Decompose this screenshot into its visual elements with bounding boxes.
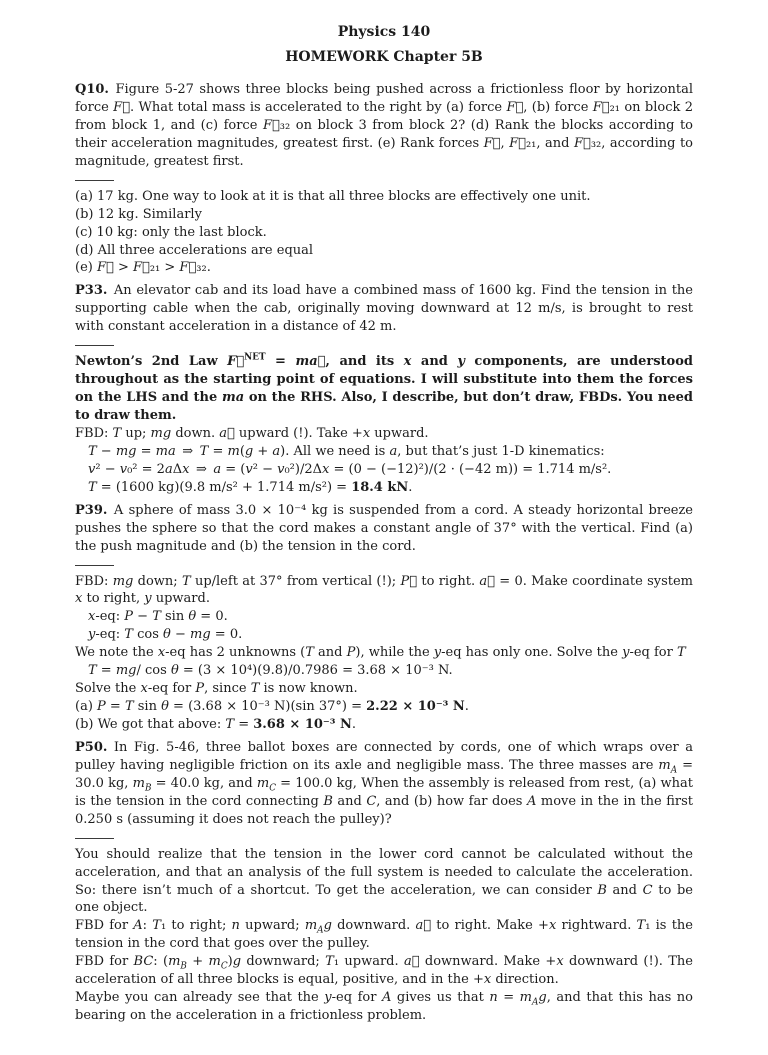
text-run: down; bbox=[133, 573, 182, 589]
text-run: F⃗ bbox=[262, 117, 280, 133]
text-run: sin bbox=[133, 699, 162, 715]
answer-e-q10 bbox=[75, 259, 693, 277]
solution-p39-solve-note bbox=[75, 680, 693, 698]
text-run: T bbox=[112, 425, 122, 441]
text-run: y bbox=[144, 591, 152, 607]
problem-q10 bbox=[75, 81, 693, 171]
answer-value: 2.22 × 10⁻³ N bbox=[366, 699, 465, 715]
text-run: : bbox=[142, 918, 153, 934]
text-run: = 0. bbox=[210, 627, 243, 643]
text-run: F⃗ bbox=[506, 99, 524, 115]
text-run: upward (!). Take + bbox=[234, 425, 363, 441]
text-run: , and that this has no bearing on the acceleration in a frictionless problem. bbox=[75, 990, 693, 1024]
text-run: downward. bbox=[331, 918, 416, 934]
text-run: ) bbox=[227, 954, 233, 970]
text-run: T bbox=[250, 681, 260, 697]
text-run: = ( bbox=[221, 461, 246, 477]
text-run: , but that’s just 1-D kinematics: bbox=[397, 443, 605, 459]
solution-note-newtons-law bbox=[75, 353, 693, 425]
text-run: Solve the bbox=[75, 681, 141, 697]
text-run: ₁ bbox=[645, 918, 651, 934]
text-run: a bbox=[213, 461, 222, 477]
text-run: a bbox=[272, 443, 281, 459]
solution-p33-fbd bbox=[75, 425, 693, 443]
text-run: A sphere of mass 3.0 × 10⁻⁴ kg is suspended from a cord. A steady horizontal breeze pushes the sphere so that the cord makes a constant angle of 37° with the vertical. Find (a) the push magnitude and (b) the tension in the cord. bbox=[75, 502, 693, 554]
text-run: F⃗ bbox=[227, 354, 245, 370]
answer-value: 18.4 kN bbox=[351, 479, 409, 495]
solution-p39-t-eq bbox=[75, 662, 693, 680]
text-run: m bbox=[256, 775, 270, 791]
text-run: A bbox=[133, 918, 143, 934]
problem-label: Q10. bbox=[75, 82, 109, 97]
text-run: y bbox=[457, 354, 465, 370]
text-run: A bbox=[381, 990, 392, 1006]
solution-p39-x-eq bbox=[75, 608, 693, 626]
text-run: T bbox=[636, 918, 646, 934]
text-run: F⃗ bbox=[483, 135, 501, 151]
text-run: F⃗ bbox=[96, 260, 114, 276]
problem-label: P39. bbox=[75, 502, 108, 518]
text-run: downward; bbox=[241, 954, 326, 970]
text-run: B bbox=[180, 961, 187, 972]
text-run: NET bbox=[244, 352, 266, 363]
text-run: . bbox=[464, 699, 469, 715]
text-run: T bbox=[305, 645, 314, 661]
text-run: . bbox=[206, 260, 211, 276]
text-run: ₂₁ bbox=[525, 135, 537, 151]
text-run: components, are understood throughout as the starting point of equations. I will substitute into them the forces on the LHS and the bbox=[75, 354, 693, 406]
text-run: ), while the bbox=[355, 645, 434, 661]
text-run: T bbox=[181, 573, 191, 589]
text-run: T bbox=[88, 663, 97, 679]
text-run: We note the bbox=[75, 645, 158, 661]
section-rule bbox=[75, 180, 114, 181]
text-run: C bbox=[269, 783, 276, 794]
text-run: and bbox=[411, 354, 458, 370]
text-run: up/left at 37° from vertical (!); bbox=[190, 573, 401, 589]
text-run: , since bbox=[204, 681, 251, 697]
answer-d-q10 bbox=[75, 242, 693, 260]
answer-value: 3.68 × 10⁻³ N bbox=[253, 717, 352, 732]
doc-header bbox=[75, 20, 693, 69]
text-run: (b) We got that above: bbox=[75, 717, 226, 732]
text-run: mg bbox=[115, 663, 137, 679]
text-run: ma bbox=[155, 443, 176, 459]
text-run: -eq for bbox=[629, 645, 677, 661]
text-run: (e) bbox=[75, 260, 97, 276]
text-run: ⇒ bbox=[175, 443, 200, 459]
text-run: . bbox=[351, 717, 357, 732]
answer-a-p39 bbox=[75, 698, 693, 716]
text-run: move in the in the first 0.250 s (assuming it does not reach the pulley)? bbox=[75, 793, 693, 827]
text-run: mg bbox=[115, 443, 137, 459]
text-run: θ bbox=[163, 627, 171, 643]
text-run: Maybe you can already see that the bbox=[75, 990, 325, 1006]
text-run: downward. Make + bbox=[419, 954, 557, 970]
text-run: a⃗ bbox=[403, 954, 420, 970]
text-run: , and its bbox=[325, 354, 404, 370]
problem-label: P50. bbox=[75, 739, 108, 755]
text-run: An elevator cab and its load have a combined mass of 1600 kg. Find the tension in the supporting cable when the cab, originally moving downward at 12 m/s, is brought to rest with constant acceleration in a distance of 42 m. bbox=[75, 283, 693, 335]
document-body bbox=[75, 81, 693, 1025]
text-run: C bbox=[642, 882, 653, 898]
text-run: = bbox=[497, 990, 520, 1006]
solution-p50-fbd-a bbox=[75, 917, 693, 953]
text-run: θ bbox=[161, 699, 169, 715]
text-run: x bbox=[322, 461, 330, 477]
text-run: (a) bbox=[75, 699, 98, 715]
text-run: x bbox=[362, 425, 371, 441]
text-run: P bbox=[97, 699, 106, 715]
problem-label: P33. bbox=[75, 283, 108, 299]
text-run: T bbox=[124, 627, 133, 643]
doc-subtitle: HOMEWORK Chapter 5B bbox=[285, 48, 483, 65]
text-run: B bbox=[323, 793, 333, 809]
text-run: on block 3 from block 2? (d) Rank the blocks according to their acceleration magnitudes, greatest first. (e) Rank forces bbox=[75, 117, 693, 151]
text-run: F⃗ bbox=[113, 99, 130, 115]
text-run: C bbox=[220, 961, 228, 972]
text-run: + bbox=[253, 443, 273, 459]
text-run: T bbox=[199, 443, 209, 459]
text-run: + bbox=[186, 954, 209, 970]
solution-p33-eq2 bbox=[75, 461, 693, 479]
text-run: You should realize that the tension in the lower cord cannot be calculated without the acceleration, and that an analysis of the full system is needed to calculate the acceleration. So: there isn’t much of a shortcut. To get the acceleration, we can consider bbox=[75, 846, 693, 898]
text-run: ). All we need is bbox=[280, 443, 390, 459]
text-run: FBD for bbox=[75, 918, 134, 934]
text-run: x bbox=[182, 461, 190, 477]
text-run: to be one object. bbox=[75, 882, 693, 916]
text-run: -eq for bbox=[331, 990, 382, 1006]
text-run: T bbox=[88, 443, 97, 459]
problem-p39 bbox=[75, 502, 693, 556]
text-run: P bbox=[195, 681, 205, 697]
text-run: = 40.0 kg, and bbox=[151, 775, 257, 791]
text-run: to right, bbox=[82, 591, 145, 607]
answer-a-q10 bbox=[75, 188, 693, 206]
text-run: a⃗ bbox=[415, 918, 432, 934]
text-run: ma⃗ bbox=[295, 354, 326, 370]
text-run: and bbox=[606, 882, 643, 898]
answer-b-q10 bbox=[75, 206, 693, 224]
text-run: upward. bbox=[339, 954, 404, 970]
text-run: x bbox=[556, 954, 564, 970]
text-run: . What total mass is accelerated to the right by (a) force bbox=[130, 99, 507, 115]
text-run: y bbox=[622, 645, 630, 661]
text-run: Newton’s 2nd Law bbox=[75, 354, 228, 370]
solution-p39-fbd bbox=[75, 573, 693, 609]
solution-p39-note bbox=[75, 644, 693, 662]
answer-b-p39 bbox=[75, 716, 693, 734]
text-run: = bbox=[136, 443, 156, 459]
text-run: = (3 × 10⁴)(9.8)/0.7986 = 3.68 × 10⁻³ N. bbox=[178, 663, 453, 679]
text-run: and bbox=[332, 793, 367, 809]
text-run: x bbox=[157, 645, 166, 661]
text-run: n bbox=[231, 918, 240, 934]
section-rule bbox=[75, 565, 114, 566]
text-run: mg bbox=[190, 627, 211, 643]
text-run: y bbox=[88, 627, 96, 643]
text-run: In Fig. 5-46, three ballot boxes are connected by cords, one of which wraps over a pulley having negligible friction on its axle and negligible mass. The three masses are bbox=[75, 739, 693, 773]
text-run: g bbox=[232, 954, 242, 970]
text-run: m bbox=[519, 990, 532, 1006]
text-run: ₃₂ bbox=[196, 260, 207, 276]
text-run: v bbox=[119, 461, 128, 477]
text-run: F⃗ bbox=[132, 260, 150, 276]
text-run: upward; bbox=[239, 918, 305, 934]
section-rule bbox=[75, 345, 114, 346]
text-run: to right; bbox=[166, 918, 232, 934]
text-run: = bbox=[208, 443, 228, 459]
text-run: − bbox=[170, 627, 190, 643]
text-run: -eq for bbox=[147, 681, 196, 697]
text-run: T bbox=[225, 717, 235, 732]
text-run: A bbox=[317, 925, 324, 936]
text-run: θ bbox=[188, 609, 197, 625]
text-run: to right. bbox=[417, 573, 480, 589]
text-run: g bbox=[244, 443, 254, 459]
text-run: on the RHS. Also, I describe, but don’t draw, FBDs. You need to draw them. bbox=[75, 390, 693, 423]
text-run: ₂₁ bbox=[609, 99, 621, 115]
text-run: y bbox=[433, 645, 442, 661]
text-run: sin bbox=[160, 609, 189, 625]
text-run: FBD: bbox=[75, 425, 113, 441]
text-run: = bbox=[105, 699, 125, 715]
text-run: m bbox=[168, 954, 181, 970]
text-run: T bbox=[88, 479, 97, 495]
text-run: upward. bbox=[370, 425, 429, 441]
text-run: ₀²)/2Δ bbox=[284, 461, 322, 477]
answer-c-q10 bbox=[75, 224, 693, 242]
text-run: T bbox=[152, 609, 161, 625]
text-run: θ bbox=[170, 663, 179, 679]
text-run: ₁ bbox=[333, 954, 340, 970]
text-run: : ( bbox=[153, 954, 169, 970]
text-run: ² − bbox=[95, 461, 120, 477]
doc-title: Physics 140 bbox=[337, 24, 431, 40]
text-run: = bbox=[265, 354, 296, 370]
text-run: a bbox=[389, 443, 398, 459]
text-run: on block 2 from block 1, and (c) force bbox=[75, 99, 693, 133]
text-run: = (3.68 × 10⁻³ N)(sin 37°) = bbox=[168, 699, 367, 715]
text-run: T bbox=[325, 954, 334, 970]
solution-p33-eq1 bbox=[75, 443, 693, 461]
text-run: up; bbox=[121, 425, 151, 441]
section-rule bbox=[75, 838, 114, 839]
text-run: to right. Make + bbox=[431, 918, 549, 934]
text-run: F⃗ bbox=[509, 135, 526, 151]
text-run: (b) 12 kg. Similarly bbox=[75, 206, 202, 222]
text-run: g bbox=[323, 918, 332, 934]
text-run: mg bbox=[150, 425, 172, 441]
text-run: gives us that bbox=[391, 990, 490, 1006]
text-run: x bbox=[75, 591, 83, 607]
text-run: T bbox=[124, 699, 134, 715]
text-run: x bbox=[88, 609, 96, 625]
text-run: a⃗ bbox=[219, 425, 235, 441]
text-run: m bbox=[227, 443, 240, 459]
text-run: . bbox=[408, 479, 413, 495]
text-run: -eq: bbox=[95, 609, 125, 625]
solution-p33-answer bbox=[75, 479, 693, 497]
text-run: mg bbox=[112, 573, 134, 589]
text-run: rightward. bbox=[556, 918, 637, 934]
text-run: = 0. bbox=[196, 609, 228, 625]
text-run: > bbox=[113, 260, 133, 276]
text-run: , bbox=[500, 135, 510, 151]
text-run: -eq has only one. Solve the bbox=[441, 645, 623, 661]
text-run: , (b) force bbox=[523, 99, 593, 115]
solution-p39-y-eq bbox=[75, 626, 693, 644]
text-run: B bbox=[144, 783, 152, 794]
text-run: (d) All three accelerations are equal bbox=[75, 242, 314, 258]
text-run: (c) 10 kg: only the last block. bbox=[75, 224, 267, 240]
text-run: m bbox=[208, 954, 221, 970]
text-run: a⃗ bbox=[479, 573, 495, 589]
text-run: upward. bbox=[151, 591, 210, 607]
text-run: FBD: bbox=[75, 573, 113, 589]
text-run: P⃗ bbox=[400, 573, 418, 589]
text-run: v bbox=[277, 461, 285, 477]
text-run: a bbox=[164, 461, 173, 477]
text-run: ₃₂ bbox=[279, 117, 291, 133]
text-run: ⇒ bbox=[189, 461, 214, 477]
text-run: F⃗ bbox=[179, 260, 197, 276]
text-run: down. bbox=[171, 425, 220, 441]
text-run: C bbox=[366, 793, 377, 809]
text-run: = (1600 kg)(9.8 m/s² + 1.714 m/s²) = bbox=[96, 479, 352, 495]
text-run: m bbox=[658, 757, 671, 773]
text-run: direction. bbox=[491, 972, 559, 988]
text-run: is now known. bbox=[259, 681, 358, 697]
text-run: v bbox=[245, 461, 253, 477]
text-run: -eq: bbox=[95, 627, 125, 643]
problem-p33 bbox=[75, 282, 693, 336]
text-run: x bbox=[403, 354, 412, 370]
text-run: BC bbox=[133, 954, 154, 970]
text-run: − bbox=[96, 443, 116, 459]
text-run: ₀² = 2 bbox=[127, 461, 165, 477]
solution-p50-fbd-bc bbox=[75, 953, 693, 989]
problem-p50 bbox=[75, 739, 693, 829]
text-run: m bbox=[304, 918, 318, 934]
text-run: x bbox=[140, 681, 148, 697]
text-run: cos bbox=[132, 627, 163, 643]
text-run: = 0. Make coordinate system bbox=[494, 573, 694, 589]
text-run: and bbox=[313, 645, 347, 661]
text-run: F⃗ bbox=[592, 99, 610, 115]
text-run: FBD for bbox=[75, 954, 134, 970]
text-run: − bbox=[133, 609, 153, 625]
text-run: ₃₂ bbox=[590, 135, 602, 151]
text-run: x bbox=[548, 918, 557, 934]
text-run: > bbox=[160, 260, 180, 276]
text-run: v bbox=[88, 461, 96, 477]
text-run: P bbox=[124, 609, 134, 625]
text-run: A bbox=[526, 793, 537, 809]
text-run: F⃗ bbox=[574, 135, 591, 151]
text-run: Figure 5-27 shows three blocks being pushed across a frictionless floor by horizontal force bbox=[75, 82, 693, 115]
text-run: T bbox=[676, 645, 686, 661]
text-run: x bbox=[483, 972, 492, 988]
text-run: A bbox=[532, 997, 539, 1008]
text-run: , and (b) how far does bbox=[376, 793, 527, 809]
solution-p50-note bbox=[75, 989, 693, 1025]
text-run: P bbox=[346, 645, 356, 661]
text-run: = 30.0 kg, bbox=[75, 757, 693, 791]
text-run: = bbox=[96, 663, 116, 679]
text-run: T bbox=[152, 918, 161, 934]
text-run: = 100.0 kg, When the assembly is released from rest, (a) what is the tension in the cord connecting bbox=[75, 775, 693, 809]
text-run: , and bbox=[536, 135, 574, 151]
text-run: -eq has 2 unknowns ( bbox=[165, 645, 306, 661]
text-run: A bbox=[670, 765, 678, 776]
text-run: y bbox=[324, 990, 332, 1006]
text-run: ma bbox=[221, 390, 245, 406]
text-run: = bbox=[234, 717, 254, 732]
text-run: ( bbox=[239, 443, 245, 459]
text-run: downward (!). The acceleration of all three blocks is equal, positive, and in the + bbox=[75, 954, 693, 988]
text-run: / cos bbox=[136, 663, 171, 679]
text-run: ² − bbox=[252, 461, 278, 477]
text-run: (a) 17 kg. One way to look at it is that all three blocks are effectively one unit. bbox=[75, 188, 591, 204]
text-run: is the tension in the cord that goes over the pulley. bbox=[75, 918, 693, 952]
solution-p50-overview bbox=[75, 846, 693, 918]
text-run: , according to magnitude, greatest first. bbox=[75, 135, 693, 169]
text-run: Δ bbox=[172, 461, 183, 477]
text-run: ₁ bbox=[160, 918, 167, 934]
text-run: m bbox=[132, 775, 145, 791]
text-run: ₂₁ bbox=[149, 260, 161, 276]
text-run: n bbox=[489, 990, 498, 1006]
text-run: g bbox=[538, 990, 547, 1006]
text-run: = (0 − (−12)²)/(2 · (−42 m)) = 1.714 m/s². bbox=[329, 461, 612, 477]
text-run: B bbox=[597, 882, 607, 898]
